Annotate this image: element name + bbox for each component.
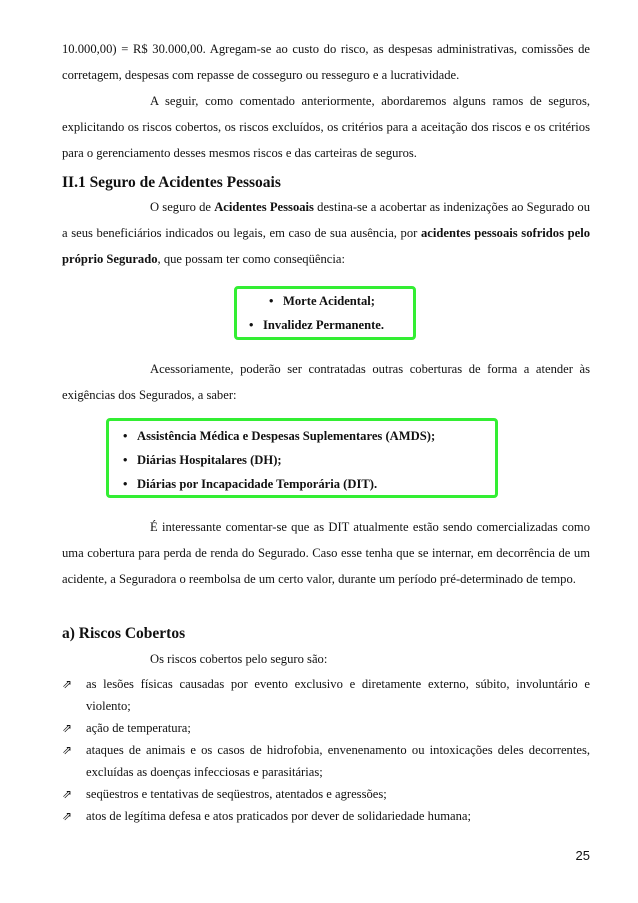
paragraph-seguir: A seguir, como comentado anteriormente, abordaremos alguns ramos de seguros, explicitando os riscos cobertos, os riscos excluídos, os critérios para a aceitação dos riscos e os critérios para o gerenciamento desses mesmos riscos e das carteiras de seguros.: [62, 94, 590, 160]
paragraph-acessoriamente: Acessoriamente, poderão ser contratadas outras coberturas de forma a atender às exigências dos Segurados, a saber:: [62, 362, 590, 402]
risk-item: [62, 805, 590, 827]
paragraph-seguro: [62, 194, 590, 272]
page-number: 25: [575, 848, 590, 863]
risk-item-label: atos de legítima defesa e atos praticados por dever de solidariedade humana;: [86, 809, 472, 823]
arrow-icon: ⇗: [62, 809, 73, 823]
paragraph-dit: É interessante comentar-se que as DIT atualmente estão sendo comercializadas como uma cobertura para perda de renda do Segurado. Caso esse tenha que se internar, em decorrência de um acidente, a Seguradora o reembolsa de um certo valor, durante um período pré-determinado de tempo.: [62, 520, 590, 586]
risk-item: [62, 783, 590, 805]
risk-item-label: seqüestros e tentativas de seqüestros, atentados e agressões;: [86, 787, 387, 801]
coverage-box-main: [234, 286, 416, 340]
bullet-icon: •: [123, 429, 128, 443]
coverage-item-label: Diárias por Incapacidade Temporária (DIT).: [137, 477, 378, 491]
coverage-item-label: Assistência Médica e Despesas Suplementares (AMDS);: [137, 429, 436, 443]
text-run: , que possam ter como conseqüência:: [157, 252, 345, 266]
coverage-box-additional: [106, 418, 498, 498]
bullet-icon: •: [123, 477, 128, 491]
bullet-icon: •: [123, 453, 128, 467]
risk-item-label: ataques de animais e os casos de hidrofobia, envenenamento ou intoxicações deles decorrentes, excluídas as doenças infecciosas e parasitárias;: [86, 743, 590, 779]
risk-item: [62, 739, 590, 783]
risk-item-label: as lesões físicas causadas por evento exclusivo e diretamente externo, súbito, involuntário e violento;: [86, 677, 590, 713]
subsection-title: a) Riscos Cobertos: [62, 625, 186, 642]
coverage-item-label: Diárias Hospitalares (DH);: [137, 453, 282, 467]
coverage-item-label: Morte Acidental;: [283, 294, 375, 308]
arrow-icon: ⇗: [62, 743, 73, 757]
risk-item-label: ação de temperatura;: [86, 721, 191, 735]
coverage-item: [249, 313, 413, 337]
bold-run: acidentes pessoais sofridos pelo próprio Segurado: [62, 226, 591, 266]
coverage-item: [123, 424, 495, 448]
coverage-item: [249, 289, 413, 313]
paragraph-intro: 10.000,00) = R$ 30.000,00. Agregam-se ao custo do risco, as despesas administrativas, comissões de corretagem, despesas com repasse de cosseguro ou resseguro e a lucratividade.: [62, 42, 590, 82]
arrow-icon: ⇗: [62, 721, 73, 735]
paragraph-riscos-intro: Os riscos cobertos pelo seguro são:: [150, 652, 328, 666]
risk-item: [62, 717, 590, 739]
bold-run: Acidentes Pessoais: [214, 200, 314, 214]
coverage-item-label: Invalidez Permanente.: [263, 318, 385, 332]
risk-item: [62, 673, 590, 717]
section-title: II.1 Seguro de Acidentes Pessoais: [62, 174, 281, 191]
bullet-icon: •: [249, 318, 254, 332]
coverage-item: [123, 448, 495, 472]
arrow-icon: ⇗: [62, 677, 73, 691]
arrow-icon: ⇗: [62, 787, 73, 801]
text-run: destina-se a acobertar as indenizações ao Segurado ou a seus beneficiários indicados ou legais, em caso de sua ausência, por: [62, 200, 590, 240]
text-run: O seguro de: [150, 200, 215, 214]
bullet-icon: •: [269, 294, 274, 308]
coverage-item: [123, 472, 495, 496]
